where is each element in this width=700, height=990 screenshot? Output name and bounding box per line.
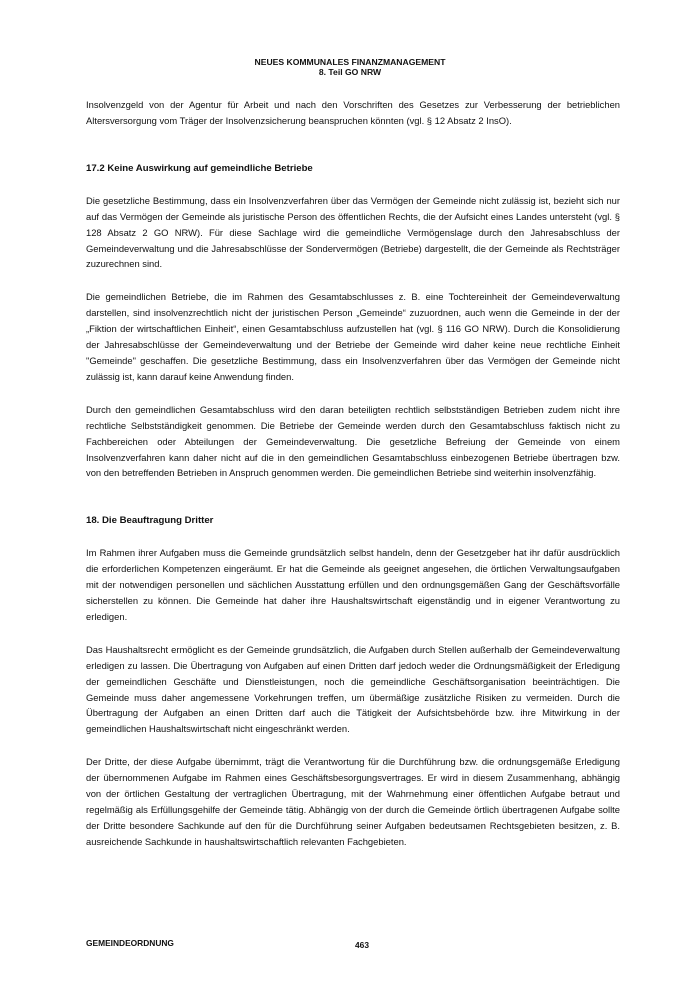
- footer-label: GEMEINDEORDNUNG: [86, 938, 174, 948]
- paragraph: Insolvenzgeld von der Agentur für Arbeit und nach den Vorschriften des Gesetzes zur Verbesserung der betrieblichen Altersversorgung vom Träger der Insolvenzsicherung beanspruchen könnten (vgl. § 12 Absatz 2 InsO).: [86, 99, 620, 126]
- page-number: 463: [355, 940, 369, 950]
- paragraph: Die gesetzliche Bestimmung, dass ein Insolvenzverfahren über das Vermögen der Gemeinde nicht zulässig ist, bezieht sich nur auf das Vermögen der Gemeinde als juristische Person des öffentlichen Rechts, die der Aufsicht eines Landes untersteht (vgl. § 128 Absatz 2 GO NRW). Für diese Sachlage wird die gemeindliche Vermögenslage durch den Jahresabschluss der Gemeindeverwaltung und die Jahresabschlüsse der Sondervermögen (Betriebe) dargestellt, die der Gemeinde als Rechtsträger zuzurechnen sind.: [86, 194, 620, 270]
- page-body: [86, 97, 620, 867]
- section-heading-18: 18. Die Beauftragung Dritter: [86, 515, 214, 527]
- paragraph: Der Dritte, der diese Aufgabe übernimmt, trägt die Verantwortung für die Durchführung bzw. die ordnungsgemäße Erledigung der übernommenen Aufgabe im Rahmen eines Geschäftsbesorgungsvertrages. Er wird in diesem Zusammenhang, abhängig von der örtlichen Gestaltung der vertraglichen Übertragung, mit der Wahrnehmung einer öffentlichen Aufgabe betraut und regelmäßig als Erfüllungsgehilfe der Gemeinde tätig. Abhängig von der durch die Gemeinde örtlich übertragenen Aufgabe sollte der Dritte besondere Sachkunde auf den für die Durchführung seiner Aufgaben bedeutsamen Rechtsgebieten besitzen, z. B. ausreichende Sachkunde in haushaltswirtschaftlich relevanten Fachgebieten.: [86, 756, 620, 847]
- page-header: [0, 57, 700, 77]
- header-subtitle: 8. Teil GO NRW: [318, 67, 382, 77]
- paragraph: Durch den gemeindlichen Gesamtabschluss wird den daran beteiligten rechtlich selbstständigen Betrieben zudem nicht ihre rechtliche Selbstständigkeit genommen. Die Betriebe der Gemeinde werden durch den Gesamtabschluss faktisch nicht zu Fachbereichen oder Abteilungen der Gemeindeverwaltung. Die gesetzliche Befreiung der Gemeinde von einem Insolvenzverfahren kann daher nicht auf die in den gemeindlichen Gesamtabschluss einbezogenen Betriebe übertragen bzw. von den betreffenden Betrieben in Anspruch genommen werden. Die gemeindlichen Betriebe sind weiterhin insolvenzfähig.: [86, 403, 620, 479]
- paragraph: Das Haushaltsrecht ermöglicht es der Gemeinde grundsätzlich, die Aufgaben durch Stellen außerhalb der Gemeindeverwaltung erledigen zu lassen. Die Übertragung von Aufgaben auf einen Dritten darf jedoch weder die Ordnungsmäßigkeit der Erledigung der gemeindlichen Geschäfte und Dienstleistungen, noch die gemeindliche Geschäftsorganisation beeinträchtigen. Die Gemeinde muss daher angemessene Vorkehrungen treffen, um übermäßige zusätzliche Risiken zu vermeiden. Durch die Übertragung der Aufgaben an einen Dritten darf auch die Tätigkeit der Aufsichtsbehörde bzw. ihre Mitwirkung in der gemeindlichen Haushaltswirtschaft nicht eingeschränkt werden.: [86, 643, 620, 735]
- header-title: NEUES KOMMUNALES FINANZMANAGEMENT: [254, 57, 446, 67]
- paragraph: Die gemeindlichen Betriebe, die im Rahmen des Gesamtabschlusses z. B. eine Tochtereinheit der Gemeindeverwaltung darstellen, sind insolvenzrechtlich nicht der juristischen Person „Gemeinde“ zuzuordnen, auch wenn die Gemeinde in der der „Fiktion der wirtschaftlichen Einheit“, einen Gesamtabschluss aufzustellen hat (vgl. § 116 GO NRW). Durch die Konsolidierung der Jahresabschlüsse der Gemeindeverwaltung und der Betriebe der Gemeinde wird daher keine neue rechtliche Einheit "Gemeinde" geschaffen. Die gesetzliche Bestimmung, dass ein Insolvenzverfahren über das Vermögen der Gemeinde nicht zulässig ist, kann darauf keine Anwendung finden.: [86, 291, 620, 382]
- section-heading-17-2: 17.2 Keine Auswirkung auf gemeindliche Betriebe: [86, 162, 313, 174]
- paragraph: Im Rahmen ihrer Aufgaben muss die Gemeinde grundsätzlich selbst handeln, denn der Gesetzgeber hat ihr dafür ausdrücklich die erforderlichen Kompetenzen eingeräumt. Er hat die Gemeinde als geeignet angesehen, die örtlichen Verwaltungsaufgaben mit der notwendigen personellen und sächlichen Ausstattung erfüllen und den ordnungsgemäßen Gang der Geschäftsvorfälle sicherstellen zu können. Die Gemeinde hat daher ihre Haushaltswirtschaft eigenständig und in eigener Verantwortung zu erledigen.: [86, 547, 620, 622]
